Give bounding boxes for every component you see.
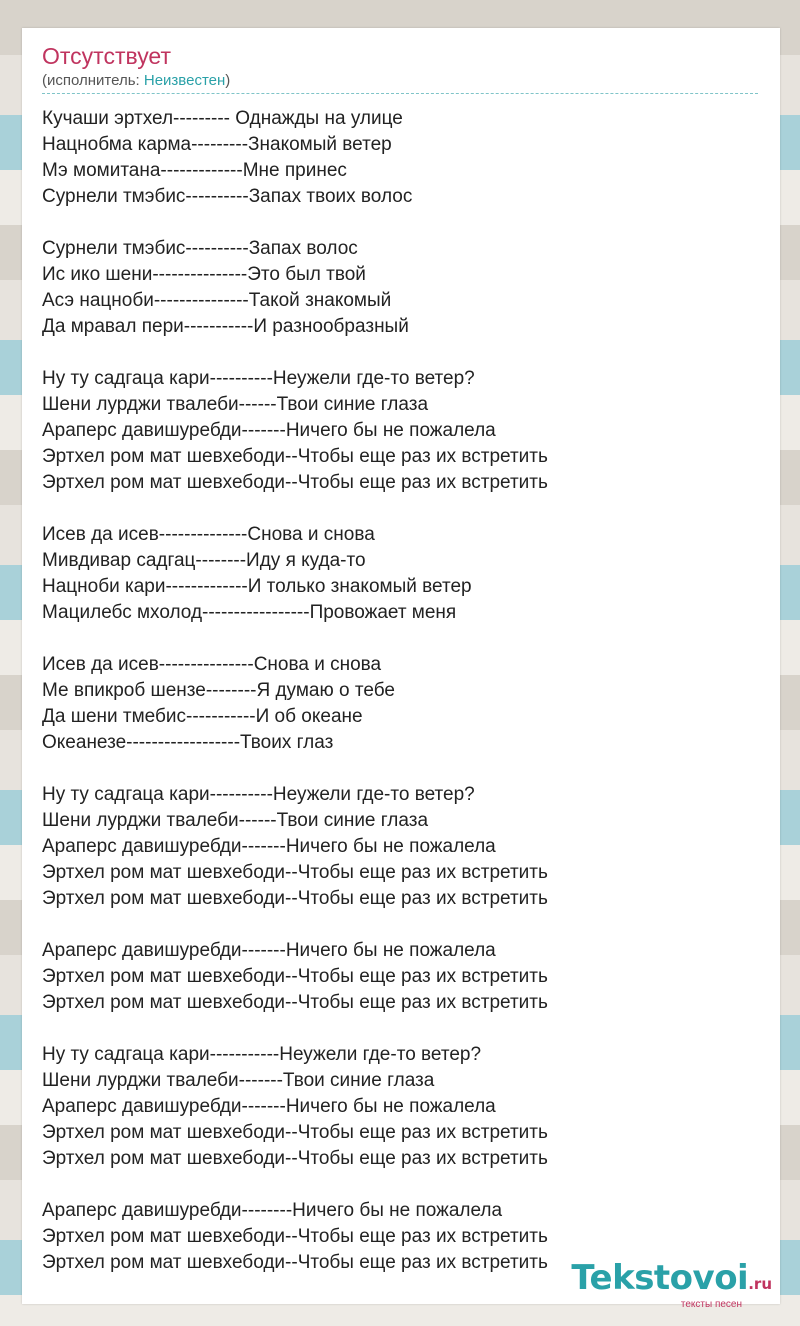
lyric-line: Исев да исев--------------Снова и снова (42, 524, 375, 545)
lyric-line: Араперс давишуребди--------Ничего бы не пожалела (42, 1200, 503, 1221)
artist-prefix: (исполнитель: (42, 72, 144, 89)
lyric-line: Шени лурджи твалеби-------Твои синие глаза (42, 1070, 435, 1091)
lyric-line: Мэ момитана-------------Мне принес (42, 160, 347, 181)
lyric-line: Эртхел ром мат шевхебоди--Чтобы еще раз их встретить (42, 862, 548, 883)
logo-tagline: тексты песен (680, 1299, 742, 1310)
lyric-line: Эртхел ром мат шевхебоди--Чтобы еще раз их встретить (42, 992, 548, 1013)
lyric-line: Эртхел ром мат шевхебоди--Чтобы еще раз их встретить (42, 446, 548, 467)
lyric-line: Мивдивар садгац--------Иду я куда-то (42, 550, 366, 571)
lyric-line: Исев да исев---------------Снова и снова (42, 654, 382, 675)
artist-suffix: ) (225, 72, 231, 89)
lyric-line: Араперс давишуребди-------Ничего бы не пожалела (42, 420, 496, 441)
lyrics-stanza (42, 106, 760, 210)
lyric-line: Нацноби кари-------------И только знакомый ветер (42, 576, 472, 597)
lyric-line: Эртхел ром мат шевхебоди--Чтобы еще раз их встретить (42, 472, 548, 493)
lyric-line: Ну ту садгаца кари----------Неужели где-то ветер? (42, 784, 475, 805)
lyric-line: Араперс давишуребди-------Ничего бы не пожалела (42, 940, 496, 961)
site-logo[interactable] (571, 1260, 772, 1310)
lyric-line: Эртхел ром мат шевхебоди--Чтобы еще раз их встретить (42, 1148, 548, 1169)
lyric-line: Асэ нацноби---------------Такой знакомый (42, 290, 392, 311)
lyric-line: Ис ико шени---------------Это был твой (42, 264, 366, 285)
lyric-line: Да мравал пери-----------И разнообразный (42, 316, 409, 337)
lyric-line: Араперс давишуребди-------Ничего бы не пожалела (42, 1096, 496, 1117)
lyrics-card (22, 28, 780, 1304)
lyric-line: Шени лурджи твалеби------Твои синие глаза (42, 810, 429, 831)
logo-main-text: Tekstovoi (571, 1258, 749, 1298)
artist-line (42, 71, 760, 91)
lyrics-stanza (42, 522, 760, 626)
title-divider (42, 93, 758, 94)
lyric-line: Эртхел ром мат шевхебоди--Чтобы еще раз их встретить (42, 1122, 548, 1143)
song-title: Отсутствует (42, 43, 171, 69)
lyric-line: Мацилебс мхолод-----------------Провожает меня (42, 602, 457, 623)
lyric-line: Сурнели тмэбис----------Запах твоих волос (42, 186, 413, 207)
lyric-line: Сурнели тмэбис----------Запах волос (42, 238, 358, 259)
lyric-line: Да шени тмебис-----------И об океане (42, 706, 363, 727)
lyric-line: Эртхел ром мат шевхебоди--Чтобы еще раз их встретить (42, 888, 548, 909)
artist-link[interactable]: Неизвестен (143, 72, 226, 89)
lyric-line: Ме впикроб шензе--------Я думаю о тебе (42, 680, 395, 701)
lyric-line: Ну ту садгаца кари-----------Неужели где-то ветер? (42, 1044, 482, 1065)
lyrics-stanza (42, 652, 760, 756)
lyric-line: Нацнобма карма---------Знакомый ветер (42, 134, 392, 155)
logo-tld: .ru (748, 1275, 772, 1293)
lyric-line: Эртхел ром мат шевхебоди--Чтобы еще раз их встретить (42, 1226, 548, 1247)
lyrics-stanza (42, 782, 760, 912)
lyrics-body (42, 106, 760, 1276)
lyric-line: Океанезе------------------Твоих глаз (42, 732, 334, 753)
lyric-line: Кучаши эртхел--------- Однажды на улице (42, 108, 403, 129)
lyrics-stanza (42, 938, 760, 1016)
lyric-line: Эртхел ром мат шевхебоди--Чтобы еще раз их встретить (42, 1252, 548, 1273)
lyrics-stanza (42, 366, 760, 496)
lyrics-stanza (42, 236, 760, 340)
lyric-line: Араперс давишуребди-------Ничего бы не пожалела (42, 836, 496, 857)
logo-wordmark (571, 1260, 772, 1302)
lyric-line: Шени лурджи твалеби------Твои синие глаза (42, 394, 429, 415)
lyric-line: Ну ту садгаца кари----------Неужели где-то ветер? (42, 368, 475, 389)
lyrics-stanza (42, 1042, 760, 1172)
lyric-line: Эртхел ром мат шевхебоди--Чтобы еще раз их встретить (42, 966, 548, 987)
